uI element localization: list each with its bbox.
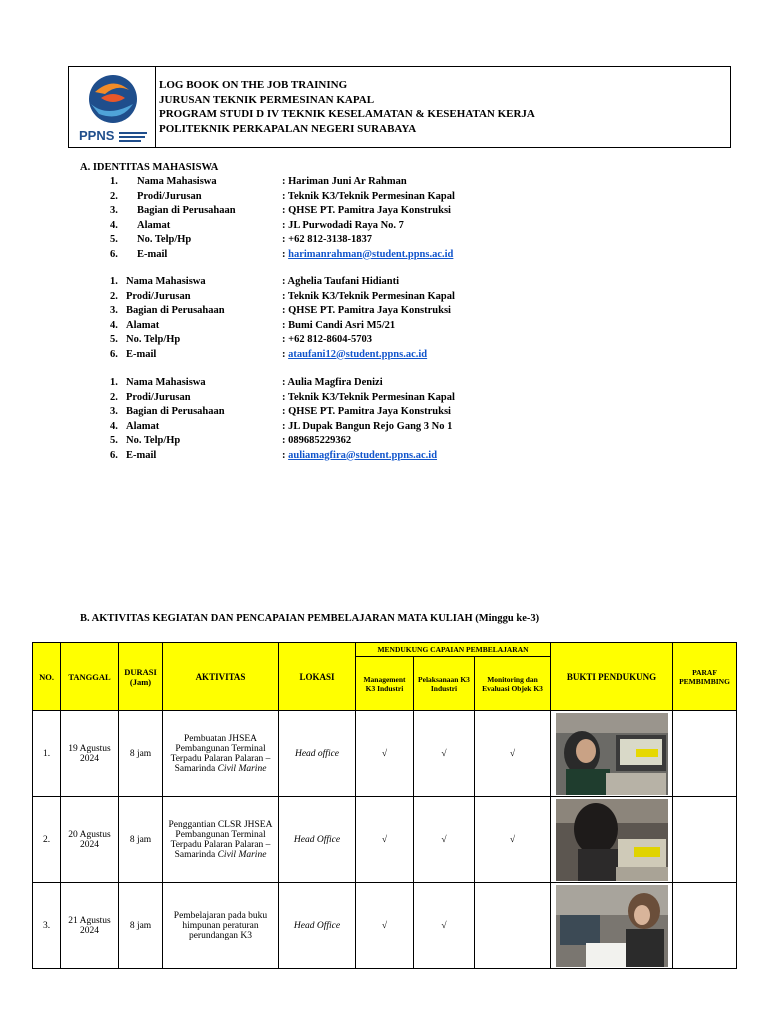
section-b-title: B. AKTIVITAS KEGIATAN DAN PENCAPAIAN PEMBELAJARAN MATA KULIAH (Minggu ke-3) xyxy=(80,613,540,624)
email-link[interactable]: auliamagfira@student.ppns.ac.id xyxy=(288,449,438,461)
cell-monitoring: √ xyxy=(475,711,551,797)
evidence-photo xyxy=(556,713,668,795)
cell-lokasi: Head office xyxy=(279,711,356,797)
header-paraf: PARAF PEMBIMBING xyxy=(673,643,737,711)
cell-monitoring: √ xyxy=(475,797,551,883)
header-tanggal: TANGGAL xyxy=(61,643,119,711)
cell-pelaksanaan: √ xyxy=(414,711,475,797)
cell-management: √ xyxy=(356,711,414,797)
ppns-logo xyxy=(77,70,149,145)
cell-tanggal: 21 Agustus 2024 xyxy=(61,883,119,969)
table-row xyxy=(33,797,737,883)
cell-management: √ xyxy=(356,797,414,883)
email-link[interactable]: ataufani12@student.ppns.ac.id xyxy=(288,348,428,360)
header-title-block xyxy=(159,78,535,136)
cell-no: 3. xyxy=(33,883,61,969)
section-a-title: A. IDENTITAS MAHASISWA xyxy=(80,162,219,173)
header-aktivitas: AKTIVITAS xyxy=(163,643,279,711)
header-management: Management K3 Industri xyxy=(356,657,414,711)
cell-pelaksanaan: √ xyxy=(414,797,475,883)
cell-no: 2. xyxy=(33,797,61,883)
header-line-3: PROGRAM STUDI D IV TEKNIK KESELAMATAN & KESEHATAN KERJA xyxy=(159,108,535,120)
cell-durasi: 8 jam xyxy=(119,797,163,883)
header-monitoring: Monitoring dan Evaluasi Objek K3 xyxy=(475,657,551,711)
cell-bukti xyxy=(551,797,673,883)
header-lokasi: LOKASI xyxy=(279,643,356,711)
cell-no: 1. xyxy=(33,711,61,797)
cell-paraf xyxy=(673,797,737,883)
header-line-4: POLITEKNIK PERKAPALAN NEGERI SURABAYA xyxy=(159,122,417,135)
cell-tanggal: 19 Agustus 2024 xyxy=(61,711,119,797)
evidence-photo xyxy=(556,885,668,967)
cell-aktivitas: Penggantian CLSR JHSEA Pembangunan Terminal Terpadu Palaran Palaran – Samarinda Civil Marine xyxy=(163,797,279,883)
cell-pelaksanaan: √ xyxy=(414,883,475,969)
header-line-1: LOG BOOK ON THE JOB TRAINING xyxy=(159,79,348,91)
cell-paraf xyxy=(673,711,737,797)
header-pelaksanaan: Pelaksanaan K3 Industri xyxy=(414,657,475,711)
cell-tanggal: 20 Agustus 2024 xyxy=(61,797,119,883)
header-bukti: BUKTI PENDUKUNG xyxy=(551,643,673,711)
header-no: NO. xyxy=(33,643,61,711)
evidence-photo xyxy=(556,799,668,881)
cell-lokasi: Head Office xyxy=(279,797,356,883)
header-durasi: DURASI (Jam) xyxy=(119,643,163,711)
svg-text:PPNS: PPNS xyxy=(79,128,115,143)
header-divider xyxy=(155,67,156,147)
cell-durasi: 8 jam xyxy=(119,883,163,969)
cell-bukti xyxy=(551,883,673,969)
document-header xyxy=(68,66,731,148)
table-row xyxy=(33,883,737,969)
cell-aktivitas: Pembelajaran pada buku himpunan peraturan perundangan K3 xyxy=(163,883,279,969)
cell-bukti xyxy=(551,711,673,797)
header-mendukung: MENDUKUNG CAPAIAN PEMBELAJARAN xyxy=(356,643,551,657)
cell-management: √ xyxy=(356,883,414,969)
cell-durasi: 8 jam xyxy=(119,711,163,797)
cell-lokasi: Head Office xyxy=(279,883,356,969)
header-line-2: JURUSAN TEKNIK PERMESINAN KAPAL xyxy=(159,93,375,106)
table-row xyxy=(33,711,737,797)
cell-paraf xyxy=(673,883,737,969)
cell-aktivitas: Pembuatan JHSEA Pembangunan Terminal Terpadu Palaran Palaran – Samarinda Civil Marine xyxy=(163,711,279,797)
cell-monitoring xyxy=(475,883,551,969)
activity-table xyxy=(32,642,737,969)
email-link[interactable]: harimanrahman@student.ppns.ac.id xyxy=(288,248,454,260)
